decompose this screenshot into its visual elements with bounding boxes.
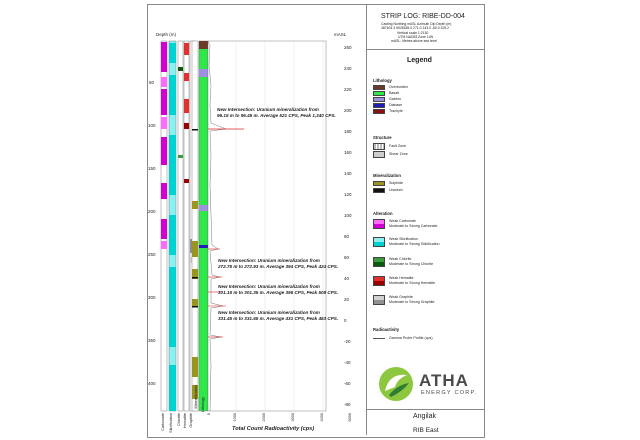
shear-zone-swatch: [373, 151, 385, 158]
datum-note: mASL: Metres above sea level: [391, 39, 437, 43]
legend-strong-graphite: Moderate to Strong Graphite: [389, 300, 435, 304]
hematite-column: [184, 41, 189, 411]
elev-tick: 240: [344, 66, 352, 71]
lithology-column: [199, 41, 208, 411]
logo-word-atha: ATHA: [419, 371, 469, 390]
legend-uranium: Uranium: [389, 188, 403, 192]
silicification-column: [169, 41, 176, 411]
intersection-note: [218, 258, 338, 270]
elev-tick: 140: [344, 171, 352, 176]
legend-gabbro: Gabbro: [389, 97, 401, 101]
elev-tick: 160: [344, 150, 352, 155]
elev-tick: 100: [344, 213, 352, 218]
intersection-line2: 272.75 m to 272.93 m. Average 394 CPS, Peak 424 CPS.: [218, 264, 339, 269]
legend-weak-hematite: Weak Hematite: [389, 276, 414, 280]
depth-tick: 200: [148, 209, 156, 214]
elevation-axis-label: mASL: [334, 32, 347, 37]
area-name: RIB East: [413, 427, 439, 434]
log-title: STRIP LOG: RIBE-DD-004: [381, 13, 465, 20]
header-fields: Casting Northing mASL Azimuth Dip Depth (m): [381, 22, 452, 26]
elev-tick: -80: [344, 402, 351, 407]
intersection-line2: 331.45 m to 331.65 m. Average 431 CPS, Peak 463 CPS.: [218, 316, 339, 321]
carbonate-swatch: [373, 219, 385, 229]
legend-strong-chlorite: Moderate to Strong Chlorite: [389, 262, 434, 266]
elev-tick: 80: [344, 234, 350, 239]
intersection-note: [218, 310, 338, 322]
graphite-swatch: [373, 295, 385, 305]
elev-tick: 40: [344, 276, 350, 281]
mineralization-column: [192, 41, 198, 411]
silicification-swatch: [373, 237, 385, 247]
x-tick: 5000: [348, 413, 352, 422]
mineralization-section-title: Mineralization: [373, 173, 401, 178]
depth-tick: 250: [148, 252, 156, 257]
x-axis-label: Total Count Radioactivity (cps): [232, 426, 315, 432]
legend-shear-zone: Shear Zone: [389, 152, 408, 156]
depth-axis-label: Depth (m): [156, 32, 177, 37]
legend-weak-carbonate: Weak Carbonate: [389, 219, 416, 223]
gabbro-swatch: [373, 97, 385, 102]
intersection-note: [217, 107, 336, 119]
depth-tick: 300: [148, 295, 156, 300]
intersection-note: [218, 284, 338, 296]
logo-word-energy: ENERGY CORP.: [421, 390, 478, 396]
elev-tick: 220: [344, 87, 352, 92]
atha-logo-mark: [377, 365, 415, 403]
lithology-section-title: Lithology: [373, 78, 392, 83]
elev-tick: 180: [344, 129, 352, 134]
chlorite-swatch: [373, 257, 385, 267]
basalt-swatch: [373, 91, 385, 96]
x-tick: 0: [207, 413, 211, 416]
legend-strong-carbonate: Moderate to Strong Carbonate: [389, 224, 438, 228]
fault-zone-swatch: [373, 143, 385, 150]
projection: UTM NAD83 Zone 14N: [398, 35, 434, 39]
alteration-section-title: Alteration: [373, 211, 393, 216]
depth-tick: 400: [148, 381, 156, 386]
col-label-carbonate: Carbonate: [161, 413, 165, 431]
depth-tick: 350: [148, 338, 156, 343]
side-panel: [367, 5, 485, 437]
col-label-silicification: Silicification: [169, 413, 173, 433]
col-label-graphite: Graphite: [189, 413, 193, 428]
strip-log-sheet: [147, 4, 485, 438]
legend-overburden: Overburden: [389, 85, 408, 89]
legend-title: Legend: [407, 57, 432, 64]
elev-tick: 200: [344, 108, 352, 113]
gamma-line-swatch: [373, 338, 385, 339]
project-name: Angilak: [413, 413, 436, 420]
trachyte-swatch: [373, 109, 385, 114]
intersection-line1: New Intersection: Uranium mineralization from: [218, 310, 320, 315]
header-values: 487404.3 6928185.0 271.0 143.0 -60.0 425.2: [381, 26, 450, 30]
intersection-line1: New Intersection: Uranium mineralization from: [218, 258, 320, 263]
sulphide-swatch: [373, 181, 385, 186]
legend-fault-zone: Fault Zone: [389, 144, 407, 148]
x-tick: 3000: [291, 413, 295, 422]
vertical-scale: Vertical scale 1:2130: [397, 31, 429, 35]
col-label-hematite: Hematite: [183, 413, 187, 429]
radioactivity-frame: [208, 41, 326, 411]
legend-sulphide: Sulphide: [389, 181, 403, 185]
atha-logo: [377, 365, 477, 405]
legend-weak-chlorite: Weak Chlorite: [389, 257, 412, 261]
elev-tick: 120: [344, 192, 352, 197]
intersection-line1: New Intersection: Uranium mineralization from: [217, 107, 319, 112]
depth-tick: 150: [148, 166, 156, 171]
elev-tick: 260: [344, 45, 352, 50]
hematite-swatch: [373, 276, 385, 286]
x-tick: 2000: [262, 413, 266, 422]
legend-weak-graphite: Weak Graphite: [389, 295, 413, 299]
carbonate-column: [161, 41, 167, 411]
log-plot: [148, 5, 367, 435]
legend-trachyte: Trachyte: [389, 109, 403, 113]
col-label-lithology: Lithology: [201, 397, 205, 413]
legend-strong-silicification: Moderate to Strong Silicification: [389, 242, 440, 246]
x-tick: 1000: [233, 413, 237, 422]
depth-tick: 50: [149, 80, 155, 85]
legend-gamma-profile: Gamma Probe Profile (cps): [389, 336, 433, 340]
elev-tick: -20: [344, 339, 351, 344]
diabase-swatch: [373, 103, 385, 108]
log-columns: [148, 5, 366, 435]
elev-tick: 20: [344, 297, 350, 302]
col-label-chlorite: Chlorite: [177, 413, 181, 427]
legend-basalt: Basalt: [389, 91, 399, 95]
legend-strong-hematite: Moderate to Strong Hematite: [389, 281, 436, 285]
depth-tick: 100: [148, 123, 156, 128]
elev-tick: -40: [344, 360, 351, 365]
overburden-swatch: [373, 85, 385, 90]
elev-tick: 60: [344, 255, 350, 260]
structure-section-title: Structure: [373, 135, 392, 140]
radioactivity-section-title: Radioactivity: [373, 327, 400, 332]
col-label-mineralization: Mineralization: [194, 385, 198, 409]
intersection-line1: New Intersection: Uranium mineralization from: [218, 284, 320, 289]
intersection-line2: 301.15 m to 301.35 m. Average 396 CPS, Peak 508 CPS.: [218, 290, 339, 295]
chlorite-column: [178, 41, 183, 411]
elev-tick: -60: [344, 381, 351, 386]
legend-weak-silicification: Weak Silicification: [389, 237, 418, 241]
legend-diabase: Diabase: [389, 103, 403, 107]
x-tick: 4000: [320, 413, 324, 422]
uranium-swatch: [373, 188, 385, 193]
intersection-line2: 96.15 m to 96.45 m. Average 521 CPS, Peak 1,340 CPS.: [217, 113, 336, 118]
elev-tick: 0: [344, 318, 347, 323]
